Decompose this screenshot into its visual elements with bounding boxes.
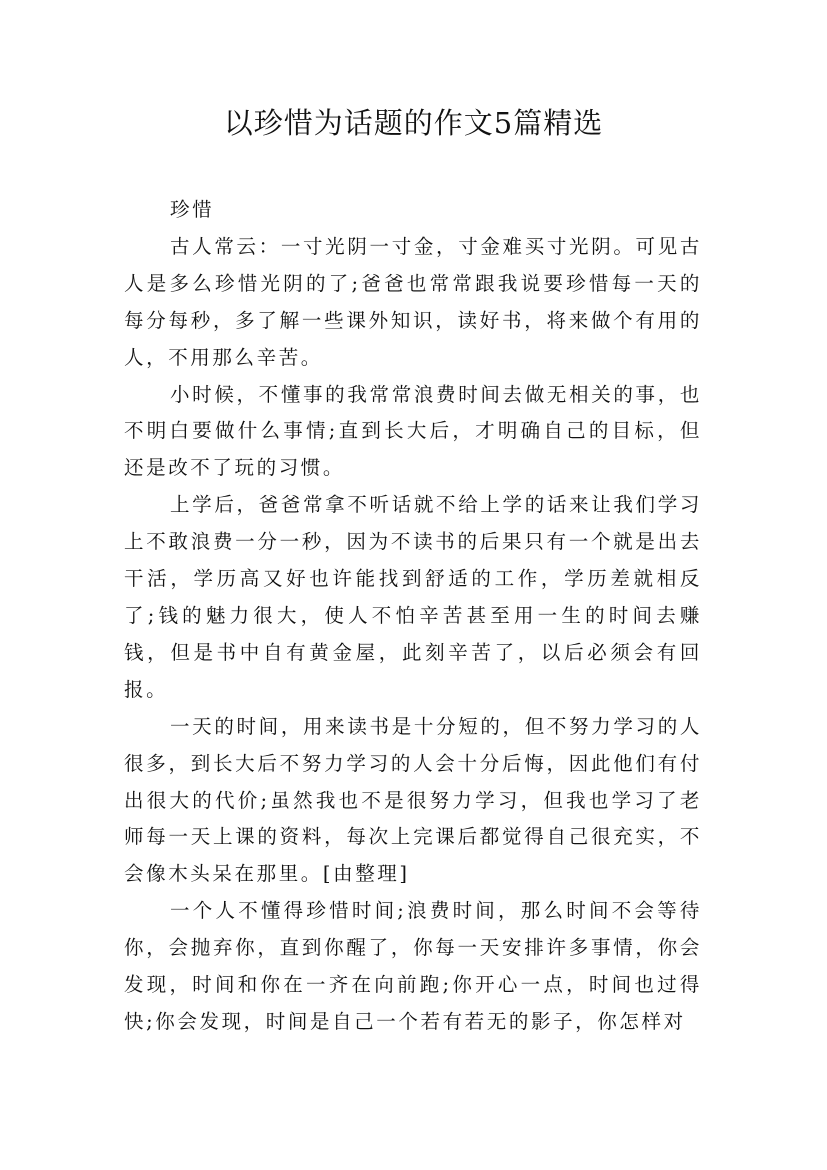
document-title: 以珍惜为话题的作文5篇精选: [223, 106, 604, 140]
paragraph: 古人常云：一寸光阴一寸金，寸金难买寸光阴。可见古人是多么珍惜光阴的了;爸爸也常常跟我说要珍惜每一天的每分每秒，多了解一些课外知识，读好书，将来做个有用的人，不用那么辛苦。: [124, 234, 702, 369]
paragraph: 上学后，爸爸常拿不听话就不给上学的话来让我们学习上不敢浪费一分一秒，因为不读书的后果只有一个就是出去干活，学历高又好也许能找到舒适的工作，学历差就相反了;钱的魅力很大，使人不怕辛苦甚至用一生的时间去赚钱，但是书中自有黄金屋，此刻辛苦了，以后必须会有回报。: [124, 493, 702, 701]
paragraph: 一个人不懂得珍惜时间;浪费时间，那么时间不会等待你，会抛弃你，直到你醒了，你每一天安排许多事情，你会发现，时间和你在一齐在向前跑;你开心一点，时间也过得快;你会发现，时间是自己一个若有若无的影子，你怎样对: [124, 899, 702, 1033]
section-heading: 珍惜: [170, 198, 215, 221]
paragraph: 一天的时间，用来读书是十分短的，但不努力学习的人很多，到长大后不努力学习的人会十分后悔，因此他们有付出很大的代价;虽然我也不是很努力学习，但我也学习了老师每一天上课的资料，每次上完课后都觉得自己很充实，不会像木头呆在那里。[由整理]: [124, 714, 702, 886]
paragraph: 小时候，不懂事的我常常浪费时间去做无相关的事，也不明白要做什么事情;直到长大后，才明确自己的目标，但还是改不了玩的习惯。: [124, 382, 702, 480]
document-body: [124, 192, 702, 1041]
